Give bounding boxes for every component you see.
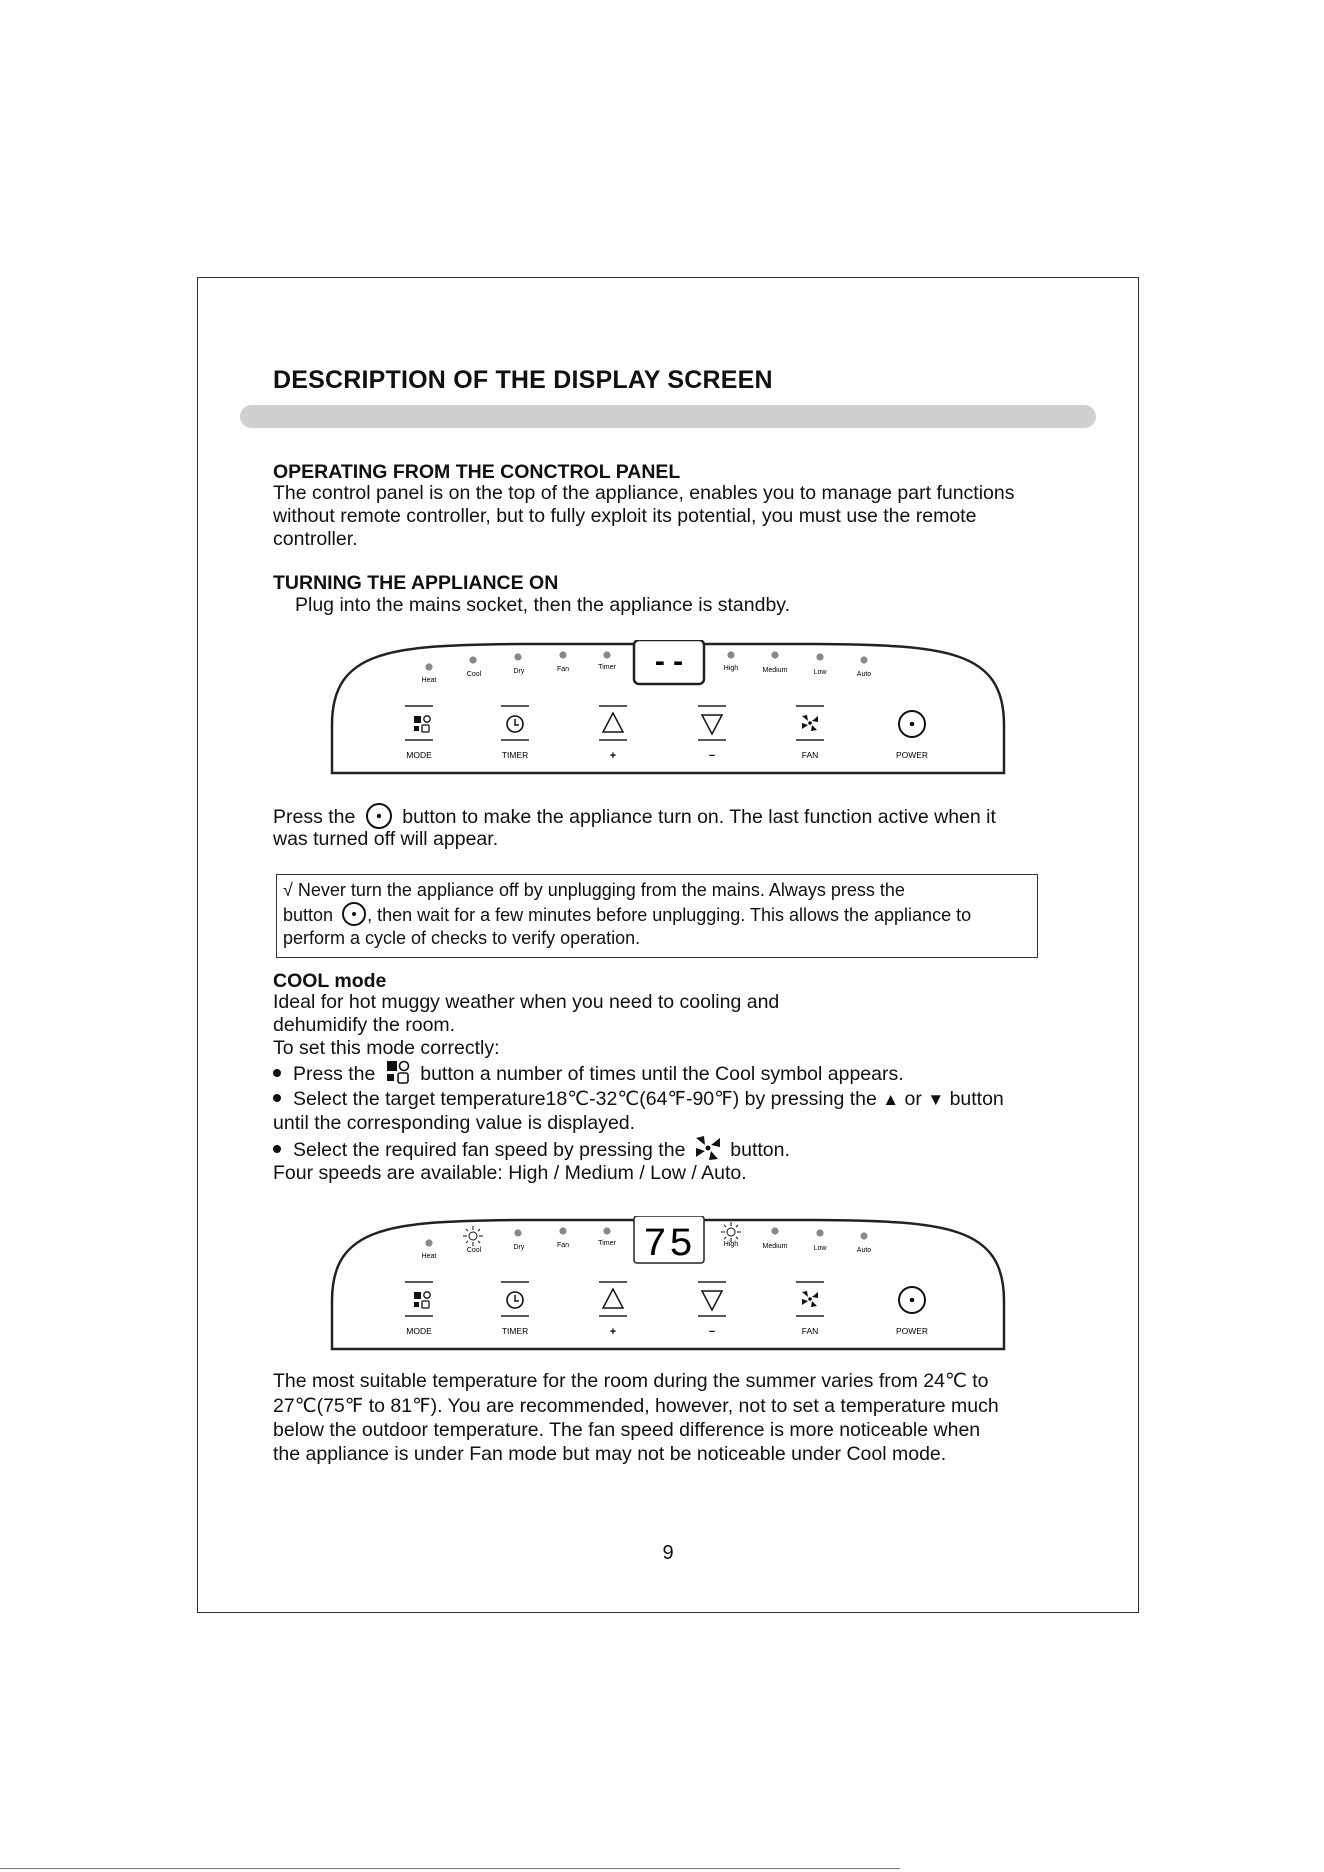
- triangle-up-icon: [603, 713, 623, 732]
- indicator-timer-dot: [603, 651, 610, 658]
- display-readout: 75: [642, 1223, 696, 1268]
- power-icon: [899, 711, 925, 737]
- operating-line-2: without remote controller, but to fully exploit its potential, you must use the remote: [273, 505, 977, 527]
- note-line-2: [283, 903, 971, 929]
- indicator-medium-label: Medium: [762, 1243, 788, 1250]
- plus-button-label: +: [609, 1326, 617, 1338]
- minus-button-label: −: [708, 1326, 716, 1338]
- indicator-medium-dot: [771, 651, 778, 658]
- cool-bullet-2-or: or: [904, 1088, 922, 1110]
- note-line-1: √ Never turn the appliance off by unplugging from the mains. Always press the: [283, 880, 905, 900]
- cool-bullet-2-b: button: [949, 1088, 1004, 1110]
- indicator-high-lit-icon: [721, 1222, 741, 1242]
- note-line-2-before: button: [283, 904, 334, 925]
- indicator-high-label: High: [723, 665, 739, 672]
- cool-bullet-1: [273, 1062, 904, 1088]
- power-icon: [365, 802, 393, 830]
- display-readout: - -: [654, 645, 684, 678]
- triangle-down-filled-icon: ▼: [927, 1090, 945, 1109]
- control-panel-cool-mode: [330, 1216, 1006, 1351]
- indicator-cool-label: Cool: [466, 1247, 482, 1254]
- cool-mode-line-4: Four speeds are available: High / Medium / Low / Auto.: [273, 1162, 747, 1184]
- indicator-medium-label: Medium: [762, 667, 788, 674]
- cool-mode-line-1: Ideal for hot muggy weather when you need to cooling and: [273, 991, 780, 1013]
- turning-on-heading: TURNING THE APPLIANCE ON: [273, 572, 559, 594]
- indicator-heat-dot: [425, 663, 432, 670]
- page-title: DESCRIPTION OF THE DISPLAY SCREEN: [273, 366, 773, 394]
- cool-bullet-2: [273, 1088, 1004, 1112]
- timer-icon: [507, 1292, 523, 1308]
- fan-button-label: FAN: [801, 1326, 819, 1336]
- triangle-up-icon: [603, 1289, 623, 1308]
- indicator-heat-label: Heat: [421, 677, 437, 684]
- cool-bullet-2-a: Select the target temperature18℃-32℃(64℉-90℉) by pressing the: [293, 1088, 877, 1110]
- page-number: 9: [662, 1542, 674, 1564]
- indicator-timer-label: Timer: [598, 1240, 616, 1247]
- indicator-fan-dot: [559, 1227, 566, 1234]
- indicator-fan-dot: [559, 651, 566, 658]
- indicator-timer-label: Timer: [598, 664, 616, 671]
- timer-button-label: TIMER: [501, 750, 529, 760]
- power-button-label: POWER: [895, 1326, 929, 1336]
- mode-icon: [414, 1292, 430, 1308]
- indicator-high-dot: [727, 651, 734, 658]
- bullet-dot: [273, 1145, 281, 1153]
- fan-icon: [693, 1134, 723, 1162]
- indicator-fan-label: Fan: [556, 1242, 570, 1249]
- triangle-down-icon: [702, 715, 722, 734]
- indicator-low-dot: [816, 1229, 823, 1236]
- cool-mode-heading: COOL mode: [273, 970, 387, 992]
- indicator-low-label: Low: [813, 669, 827, 676]
- indicator-auto-dot: [860, 1232, 867, 1239]
- cool-bullet-3-after: button.: [730, 1139, 790, 1162]
- power-paragraph-line-2: was turned off will appear.: [273, 828, 499, 850]
- mode-button-label: MODE: [406, 750, 432, 760]
- closing-line-1: The most suitable temperature for the room during the summer varies from 24℃ to: [273, 1370, 989, 1392]
- closing-line-4: the appliance is under Fan mode but may not be noticeable under Cool mode.: [273, 1443, 947, 1465]
- cool-bullet-1-before: Press the: [293, 1063, 376, 1086]
- timer-button-label: TIMER: [501, 1326, 529, 1336]
- indicator-timer-dot: [603, 1227, 610, 1234]
- operating-line-1: The control panel is on the top of the appliance, enables you to manage part functions: [273, 482, 1015, 504]
- power-para-after: button to make the appliance turn on. The last function active when it: [402, 806, 996, 829]
- indicator-low-label: Low: [813, 1245, 827, 1252]
- fan-icon: [802, 1291, 818, 1307]
- turning-on-line: Plug into the mains socket, then the appliance is standby.: [295, 594, 791, 616]
- triangle-up-filled-icon: ▲: [882, 1090, 900, 1109]
- bullet-dot: [273, 1094, 281, 1102]
- indicator-high-label: High: [723, 1241, 739, 1248]
- power-button-label: POWER: [895, 750, 929, 760]
- cool-mode-line-3: To set this mode correctly:: [273, 1037, 500, 1059]
- triangle-down-icon: [702, 1291, 722, 1310]
- indicator-auto-dot: [860, 656, 867, 663]
- control-panel-standby: [330, 640, 1006, 775]
- indicator-auto-label: Auto: [856, 671, 872, 678]
- cool-bullet-3: [273, 1137, 790, 1165]
- bullet-dot: [273, 1069, 281, 1077]
- timer-icon: [507, 716, 523, 732]
- indicator-dry-dot: [514, 653, 521, 660]
- power-icon: [341, 901, 367, 927]
- indicator-medium-dot: [771, 1227, 778, 1234]
- cool-bullet-2-cont: until the corresponding value is displayed.: [273, 1112, 636, 1134]
- indicator-dry-label: Dry: [513, 1244, 525, 1251]
- cool-mode-line-2: dehumidify the room.: [273, 1014, 456, 1036]
- closing-line-2: 27℃(75℉ to 81℉). You are recommended, however, not to set a temperature much: [273, 1395, 999, 1417]
- mode-icon: [384, 1059, 412, 1085]
- indicator-cool-dot: [469, 656, 476, 663]
- title-underline-bar: [240, 405, 1096, 428]
- fan-button-label: FAN: [801, 750, 819, 760]
- scan-edge-line: [0, 1868, 900, 1869]
- warning-note-box: [276, 874, 1038, 958]
- power-icon: [899, 1287, 925, 1313]
- plus-button-label: +: [609, 750, 617, 762]
- fan-icon: [802, 715, 818, 731]
- indicator-heat-dot: [425, 1239, 432, 1246]
- note-line-3: perform a cycle of checks to verify operation.: [283, 928, 641, 948]
- indicator-cool-label: Cool: [466, 671, 482, 678]
- operating-line-3: controller.: [273, 528, 358, 550]
- note-line-2-after: , then wait for a few minutes before unplugging. This allows the appliance to: [367, 904, 972, 925]
- indicator-dry-dot: [514, 1229, 521, 1236]
- mode-icon: [414, 716, 430, 732]
- minus-button-label: −: [708, 750, 716, 762]
- indicator-low-dot: [816, 653, 823, 660]
- cool-bullet-3-before: Select the required fan speed by pressing the: [293, 1139, 686, 1162]
- indicator-cool-lit-icon: [463, 1226, 483, 1246]
- operating-heading: OPERATING FROM THE CONCTROL PANEL: [273, 461, 681, 483]
- indicator-auto-label: Auto: [856, 1247, 872, 1254]
- mode-button-label: MODE: [406, 1326, 432, 1336]
- power-para-before: Press the: [273, 806, 356, 829]
- closing-line-3: below the outdoor temperature. The fan speed difference is more noticeable when: [273, 1419, 981, 1441]
- cool-bullet-1-after: button a number of times until the Cool symbol appears.: [420, 1063, 904, 1086]
- indicator-heat-label: Heat: [421, 1253, 437, 1260]
- indicator-dry-label: Dry: [513, 668, 525, 675]
- indicator-fan-label: Fan: [556, 666, 570, 673]
